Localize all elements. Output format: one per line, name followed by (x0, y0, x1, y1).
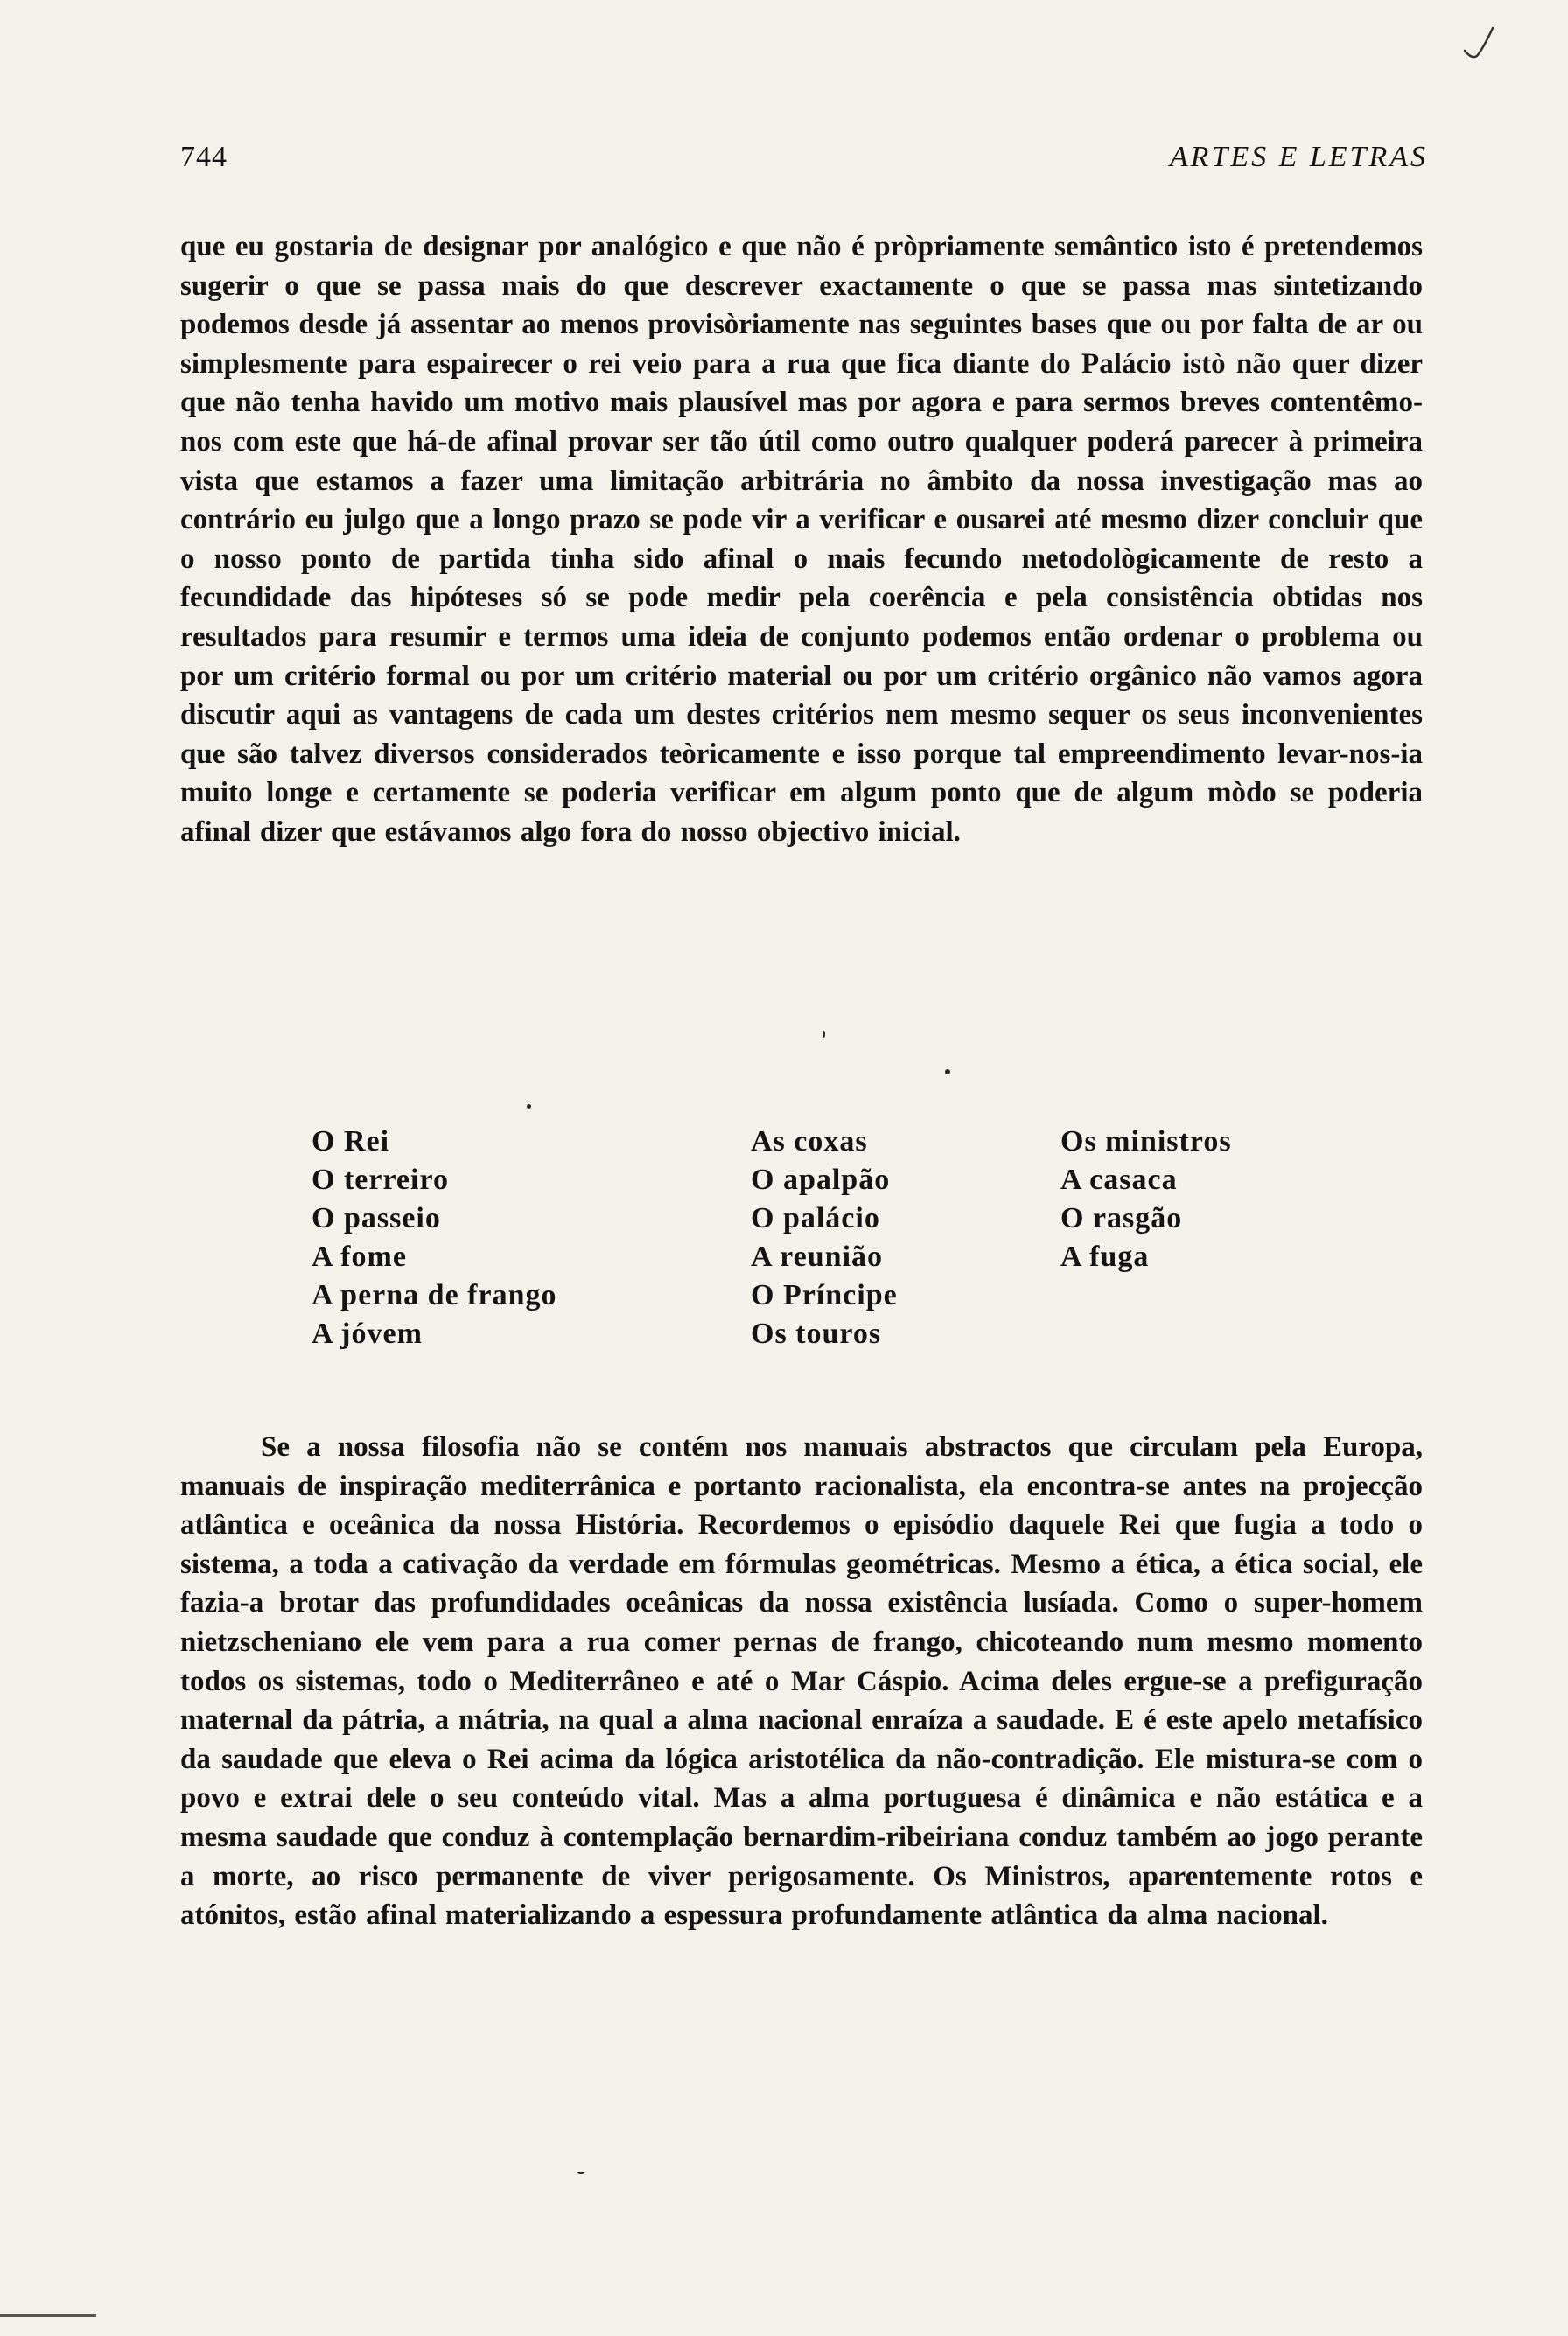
ink-speck (527, 1104, 531, 1109)
word-list-column-3 (1060, 1123, 1232, 1276)
ink-speck (578, 2172, 584, 2174)
word-list (312, 1123, 1362, 1359)
list-item: O apalpão (751, 1164, 891, 1196)
ink-speck (945, 1069, 950, 1074)
page-edge-rule (0, 2314, 96, 2317)
page-header (180, 140, 1428, 184)
list-item: A reunião (751, 1241, 884, 1273)
paragraph-2: Se a nossa filosofia não se contém nos manuais abstractos que circulam pela Europa, manuais de inspiração mediterrânica e portanto racionalista, ela encontra-se antes na projecção atlântica e oceânica da nossa História. Recordemos o episódio daquele Rei que fugia a todo o sistema, a toda a cativação da verdade em fórmulas geométricas. Mesmo a ética, a ética social, ele fazia-a brotar das profundidades oceânicas da nossa existência lusíada. Como o super-homem nietzscheniano ele vem para a rua comer pernas de frango, chicoteando num mesmo momento todos os sistemas, todo o Mediterrâneo e até o Mar Cáspio. Acima deles ergue-se a prefiguração maternal da pátria, a mátria, na qual a alma nacional enraíza a saudade. E é este apelo metafísico da saudade que eleva o Rei acima da lógica aristotélica da não-contradição. Ele mistura-se com o povo e extrai dele o seu conteúdo vital. Mas a alma portuguesa é dinâmica e não estática e a mesma saudade que conduz à contemplação bernardim-ribeiriana conduz também ao jogo perante a morte, ao risco permanente de viver perigosamente. Os Ministros, aparentemente rotos e atónitos, estão afinal materializando a espessura profundamente atlântica da alma nacional. (180, 1431, 1423, 1932)
list-item: A fome (312, 1241, 407, 1273)
word-list-column-2 (751, 1123, 898, 1353)
list-item: O rasgão (1060, 1202, 1183, 1234)
handwritten-tick-mark (1461, 24, 1496, 63)
list-item: As coxas (751, 1125, 868, 1158)
list-item: O palácio (751, 1202, 880, 1234)
list-item: O Rei (312, 1125, 390, 1158)
word-list-column-1 (312, 1123, 557, 1353)
running-head: ARTES E LETRAS (1169, 141, 1428, 173)
list-item: O passeio (312, 1202, 441, 1234)
paragraph-1: que eu gostaria de designar por analógico e que não é pròpriamente semântico isto é pretendemos sugerir o que se passa mais do que descrever exactamente o que se passa mas sintetizando podemos desde já assentar ao menos provisòriamente nas seguintes bases que ou por falta de ar ou simplesmente para espairecer o rei veio para a rua que fica diante do Palácio istò não quer dizer que não tenha havido um motivo mais plausível mas por agora e para sermos breves contentêmo-nos com este que há-de afinal provar ser tão útil como outro qualquer poderá parecer à primeira vista que estamos a fazer uma limitação arbitrária no âmbito da nossa investigação mas ao contrário eu julgo que a longo prazo se pode vir a verificar e ousarei até mesmo dizer concluir que o nosso ponto de partida tinha sido afinal o mais fecundo metodològicamente de resto a fecundidade das hipóteses só se pode medir pela coerência e pela consistência obtidas nos resultados para resumir e termos uma ideia de conjunto podemos então ordenar o problema ou por um critério formal ou por um critério material ou por um critério orgânico não vamos agora discutir aqui as vantagens de cada um destes critérios nem mesmo sequer os seus inconvenientes que são talvez diversos considerados teòricamente e isso porque tal empreendimento levar-nos-ia muito longe e certamente se poderia verificar em algum ponto que de algum mòdo se poderia afinal dizer que estávamos algo fora do nosso objectivo inicial. (180, 231, 1423, 848)
list-item: O terreiro (312, 1164, 449, 1196)
ink-speck (822, 1031, 825, 1038)
list-item: A fuga (1060, 1241, 1150, 1273)
list-item: A perna de frango (312, 1279, 557, 1311)
page-number: 744 (180, 141, 228, 173)
list-item: Os ministros (1060, 1125, 1232, 1158)
list-item: O Príncipe (751, 1279, 898, 1311)
list-item: Os touros (751, 1318, 882, 1350)
list-item: A casaca (1060, 1164, 1178, 1196)
list-item: A jóvem (312, 1318, 423, 1350)
